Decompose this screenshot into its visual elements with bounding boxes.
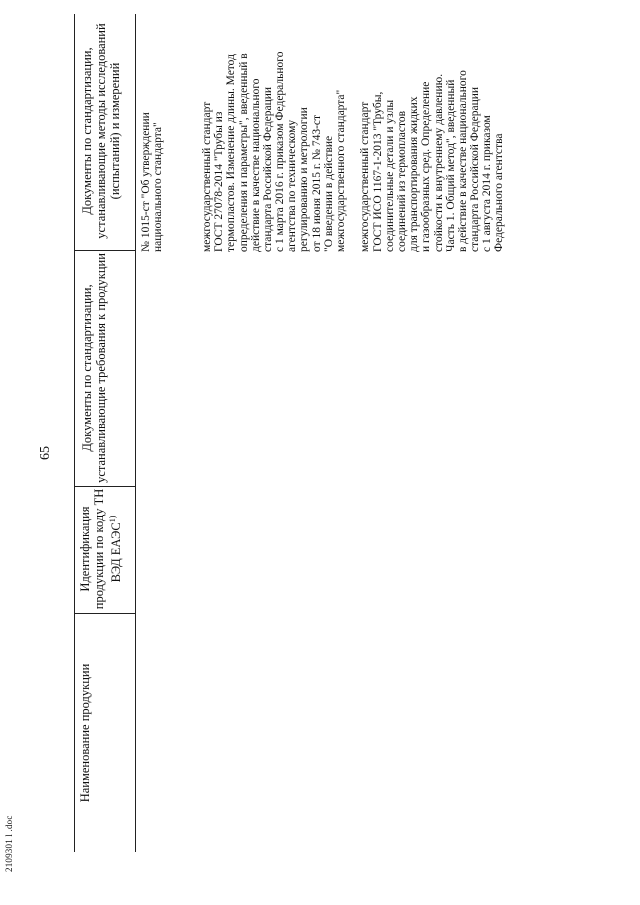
- footer-filename: 2109301 l .doc: [4, 815, 14, 872]
- text-line: соединений из термопластов: [395, 110, 408, 252]
- header-product-name: [78, 614, 92, 852]
- header-requirements-docs: [80, 251, 108, 485]
- test-methods-cell: [140, 52, 506, 252]
- header-test-methods-text: Документы по стандартизации, устанавливающие методы исследований (испытаний) и измерений: [80, 23, 122, 239]
- text-line: в действие в качестве национального: [456, 70, 469, 252]
- text-line: от 18 июня 2015 г. № 743-ст: [310, 114, 323, 252]
- text-line: с 1 марта 2016 г. приказом Федерального: [274, 51, 287, 252]
- text-line: регулированию и метрологии: [298, 107, 311, 252]
- footnote-marker: 1): [108, 515, 117, 523]
- text-line: стойкости к внутреннему давлению.: [432, 73, 445, 252]
- spacer-line: [164, 52, 176, 252]
- table-top-border: [74, 14, 75, 852]
- page-number: 65: [38, 446, 53, 460]
- text-line: Часть 1. Общий метод", введенный: [444, 79, 457, 252]
- spacer-line: [347, 52, 359, 252]
- header-tnved-code: [78, 486, 123, 612]
- header-bottom-border: [135, 14, 136, 852]
- text-line: действие в качестве национального: [249, 78, 262, 252]
- text-line: "О введении в действие: [322, 135, 335, 252]
- text-line: национального стандарта": [152, 122, 165, 252]
- text-line: Федерального агентства: [493, 133, 506, 252]
- text-line: № 1015-ст "Об утверждении: [140, 112, 152, 252]
- text-line: межгосударственного стандарта": [335, 89, 347, 252]
- text-line: с 1 августа 2014 г. приказом: [481, 115, 494, 252]
- text-line: термопластов. Изменение длины. Метод: [225, 54, 238, 252]
- text-line: ГОСТ ИСО 1167-1-2013 "Трубы,: [371, 91, 384, 252]
- text-line: соединительные детали и узлы: [383, 99, 396, 252]
- text-line: стандарта Российской Федерации: [469, 86, 482, 252]
- text-line: и газообразных сред. Определение: [420, 81, 433, 252]
- text-line: межгосударственный стандарт: [359, 101, 372, 252]
- header-tnved-text: Идентификация продукции по коду ТН ВЭД ЕАЭС: [78, 488, 124, 610]
- text-line: ГОСТ 27078-2014 "Трубы из: [213, 111, 226, 252]
- text-line: межгосударственный стандарт: [200, 101, 213, 252]
- text-line: определения и параметры", введенный в: [237, 53, 250, 252]
- spacer-line: [189, 52, 201, 252]
- header-product-name-text: Наименование продукции: [78, 663, 92, 803]
- header-requirements-text: Документы по стандартизации, устанавливающие требования к продукции: [80, 253, 108, 483]
- text-line: агентства по техническому: [286, 119, 299, 252]
- text-line: стандарта Российской Федерации: [261, 86, 274, 252]
- header-test-methods-docs: [80, 13, 122, 249]
- spacer-line: [177, 52, 189, 252]
- text-line: для транспортирования жидких: [408, 96, 421, 252]
